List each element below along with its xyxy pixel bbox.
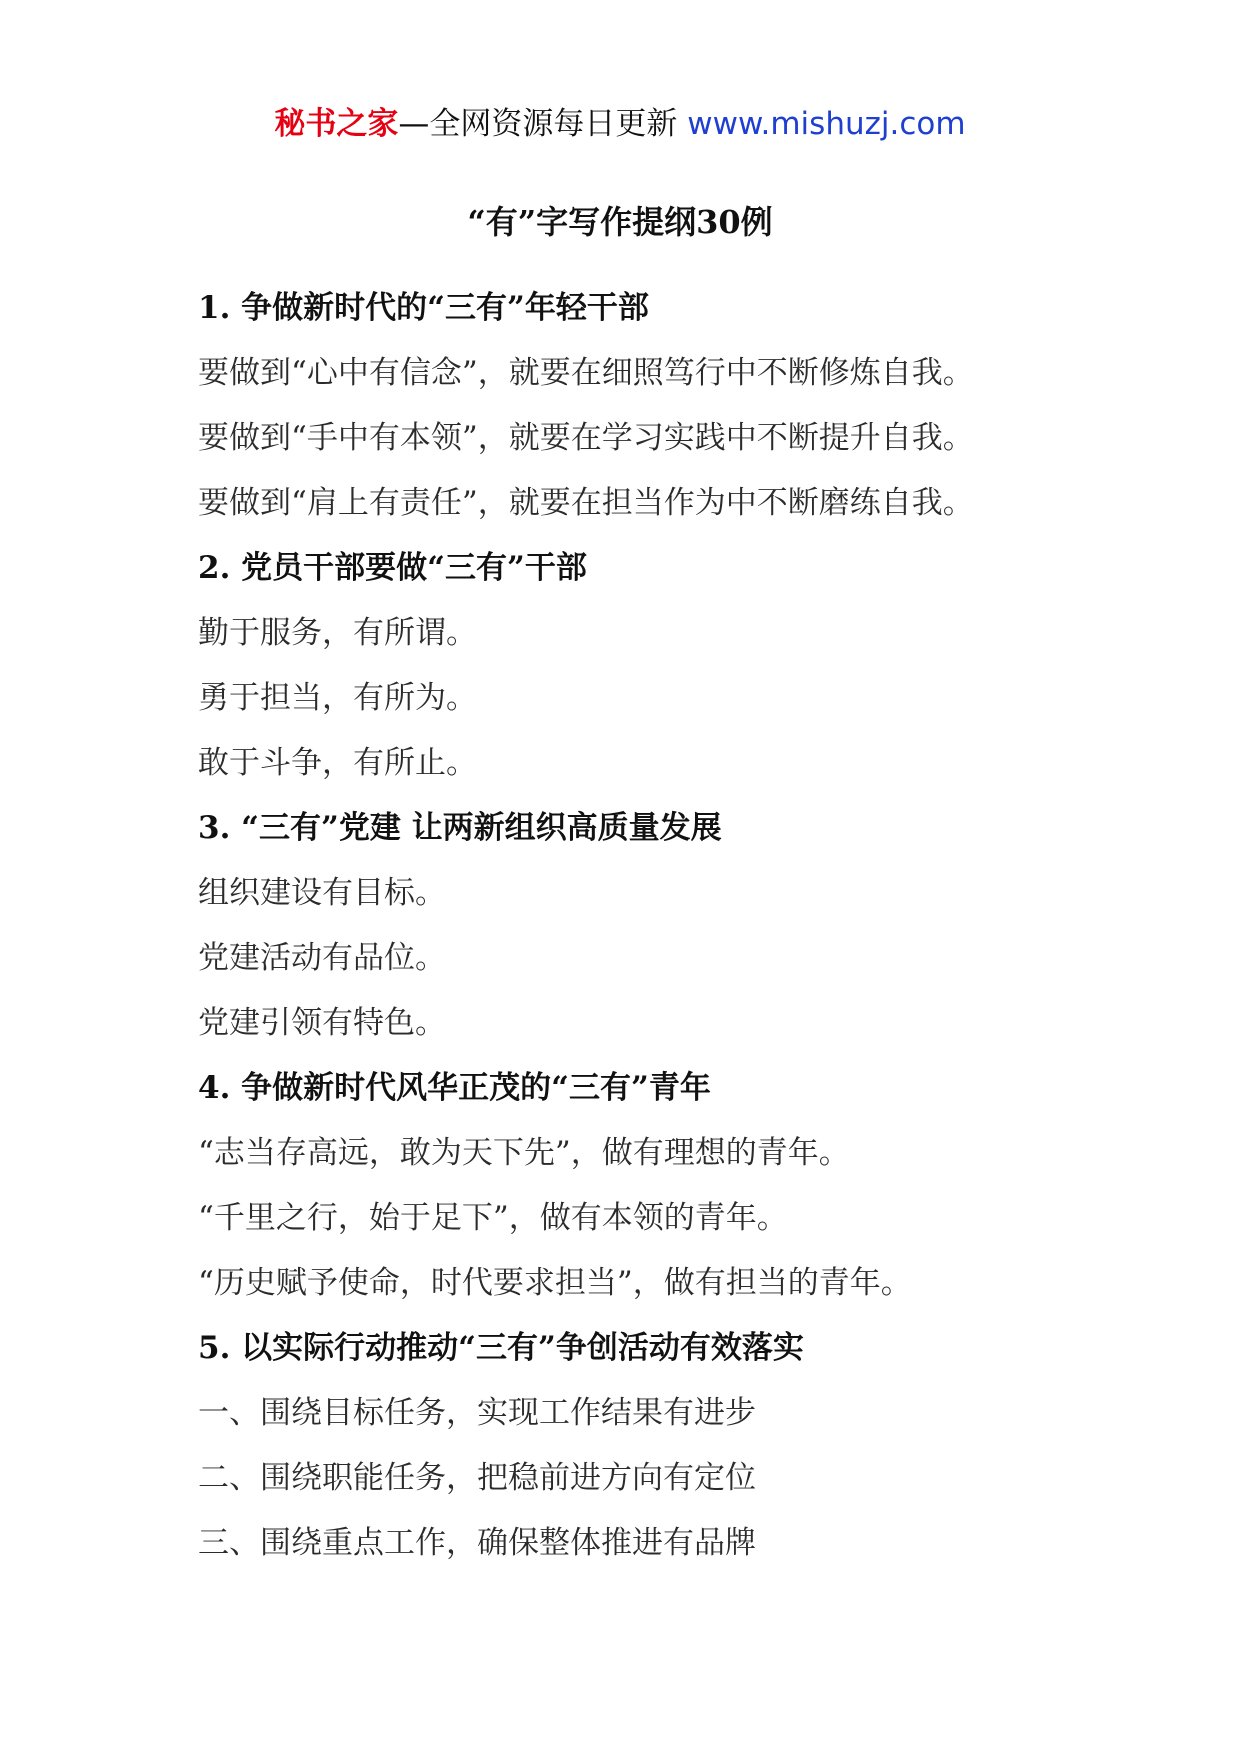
section-5-item-2: 二、围绕职能任务，把稳前进方向有定位 <box>198 1460 756 1496</box>
section-heading-4: 4. 争做新时代风华正茂的“三有”青年 <box>198 1070 711 1106</box>
section-heading-1: 1. 争做新时代的“三有”年轻干部 <box>198 290 649 326</box>
section-5-item-1: 一、围绕目标任务，实现工作结果有进步 <box>198 1395 756 1431</box>
section-5-item-3: 三、围绕重点工作，确保整体推进有品牌 <box>198 1525 756 1561</box>
document-body <box>198 276 1098 1576</box>
section-3-item-1: 组织建设有目标。 <box>198 875 446 911</box>
section-1-item-2: 要做到“手中有本领”，就要在学习实践中不断提升自我。 <box>198 420 974 456</box>
section-4-item-1: “志当存高远，敢为天下先”，做有理想的青年。 <box>198 1135 850 1171</box>
section-1-item-3: 要做到“肩上有责任”，就要在担当作为中不断磨练自我。 <box>198 485 974 521</box>
document-title: “有”字写作提纲30例 <box>467 203 773 241</box>
section-3-item-3: 党建引领有特色。 <box>198 1005 446 1041</box>
section-3-item-2: 党建活动有品位。 <box>198 940 446 976</box>
section-4-item-2: “千里之行，始于足下”，做有本领的青年。 <box>198 1200 788 1236</box>
section-2-item-1: 勤于服务，有所谓。 <box>198 615 477 651</box>
section-heading-2: 2. 党员干部要做“三有”干部 <box>198 550 587 586</box>
section-heading-5: 5. 以实际行动推动“三有”争创活动有效落实 <box>198 1330 804 1366</box>
brand-name: 秘书之家 <box>274 106 399 142</box>
site-header <box>0 100 1240 148</box>
section-2-item-3: 敢于斗争，有所止。 <box>198 745 477 781</box>
site-url-link[interactable]: www.mishuzj.com <box>687 106 966 142</box>
section-4-item-3: “历史赋予使命，时代要求担当”，做有担当的青年。 <box>198 1265 912 1301</box>
section-1-item-1: 要做到“心中有信念”，就要在细照笃行中不断修炼自我。 <box>198 355 974 391</box>
section-2-item-2: 勇于担当，有所为。 <box>198 680 477 716</box>
header-tagline: —全网资源每日更新 <box>398 106 678 142</box>
section-heading-3: 3. “三有”党建 让两新组织高质量发展 <box>198 810 722 846</box>
